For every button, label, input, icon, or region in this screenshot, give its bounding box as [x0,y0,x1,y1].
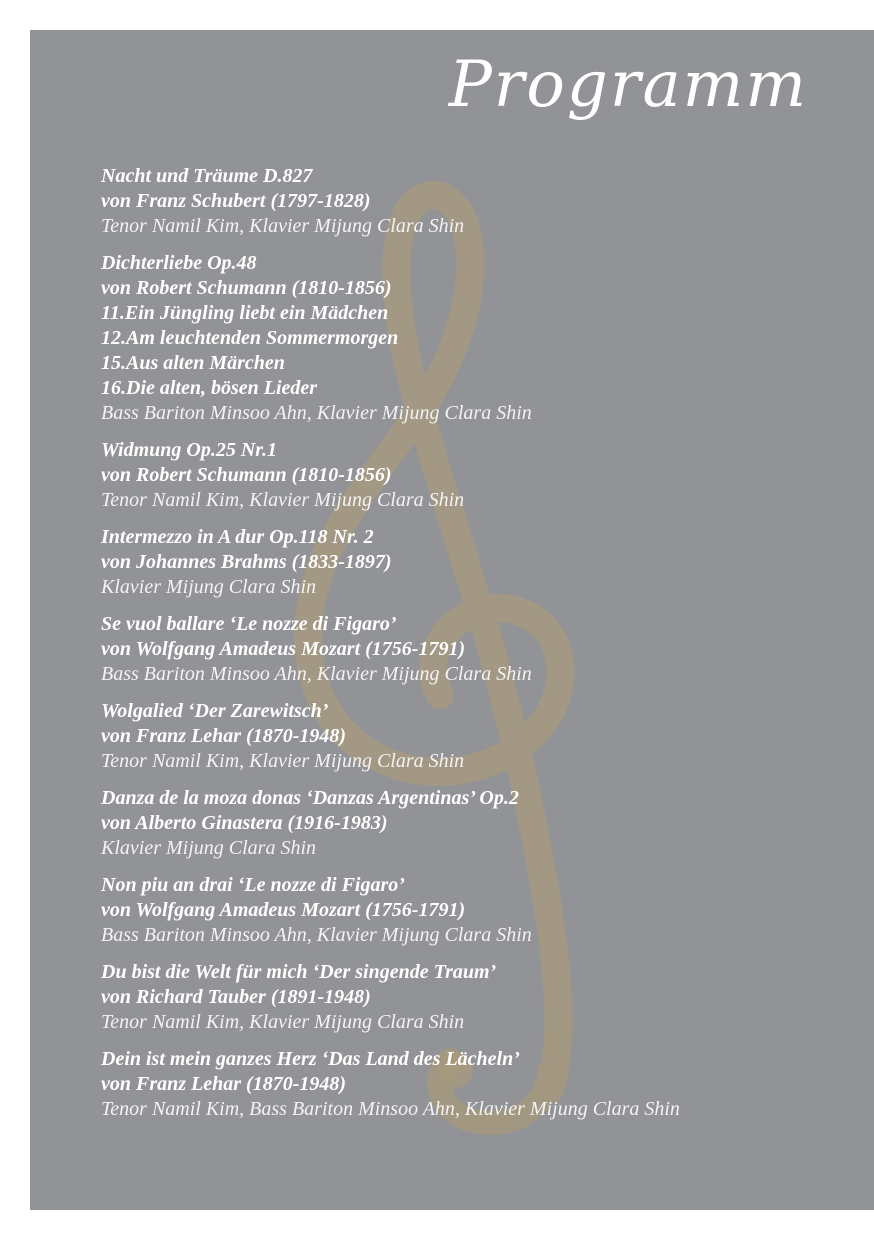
piece-performers: Klavier Mijung Clara Shin [101,837,316,859]
piece-performers: Tenor Namil Kim, Klavier Mijung Clara Shin [101,750,465,772]
song-item: 11.Ein Jüngling liebt ein Mädchen [101,302,389,324]
piece-composer: von Robert Schumann (1810-1856) [101,464,392,486]
program-entry [101,251,861,426]
program-page [30,30,874,1210]
piece-composer: von Wolfgang Amadeus Mozart (1756-1791) [101,638,466,660]
piece-performers: Tenor Namil Kim, Klavier Mijung Clara Shin [101,489,465,511]
piece-composer: von Franz Lehar (1870-1948) [101,725,347,747]
piece-composer: von Johannes Brahms (1833-1897) [101,551,392,573]
program-entry [101,1047,861,1122]
page-title: Programm [448,48,808,122]
program-list [101,164,861,1134]
piece-title: Non piu an drai ‘Le nozze di Figaro’ [101,874,405,896]
program-entry [101,960,861,1035]
program-entry [101,699,861,774]
song-item: 15.Aus alten Märchen [101,352,285,374]
program-entry [101,438,861,513]
program-entry [101,525,861,600]
piece-title: Danza de la moza donas ‘Danzas Argentinas’ Op.2 [101,787,519,809]
piece-composer: von Richard Tauber (1891-1948) [101,986,371,1008]
program-entry [101,786,861,861]
program-entry [101,612,861,687]
program-entry [101,164,861,239]
piece-performers: Bass Bariton Minsoo Ahn, Klavier Mijung Clara Shin [101,924,532,946]
piece-composer: von Wolfgang Amadeus Mozart (1756-1791) [101,899,466,921]
piece-title: Intermezzo in A dur Op.118 Nr. 2 [101,526,374,548]
piece-performers: Tenor Namil Kim, Bass Bariton Minsoo Ahn, Klavier Mijung Clara Shin [101,1098,680,1120]
piece-title: Du bist die Welt für mich ‘Der singende Traum’ [101,961,497,983]
program-entry [101,873,861,948]
piece-title: Dichterliebe Op.48 [101,252,257,274]
piece-title: Widmung Op.25 Nr.1 [101,439,277,461]
piece-composer: von Robert Schumann (1810-1856) [101,277,392,299]
piece-performers: Bass Bariton Minsoo Ahn, Klavier Mijung Clara Shin [101,663,532,685]
piece-composer: von Alberto Ginastera (1916-1983) [101,812,388,834]
piece-composer: von Franz Schubert (1797-1828) [101,190,371,212]
piece-performers: Tenor Namil Kim, Klavier Mijung Clara Shin [101,215,465,237]
piece-title: Dein ist mein ganzes Herz ‘Das Land des Lächeln’ [101,1048,520,1070]
piece-performers: Tenor Namil Kim, Klavier Mijung Clara Shin [101,1011,465,1033]
piece-composer: von Franz Lehar (1870-1948) [101,1073,347,1095]
piece-title: Nacht und Träume D.827 [101,165,313,187]
song-item: 16.Die alten, bösen Lieder [101,377,318,399]
song-item: 12.Am leuchtenden Sommermorgen [101,327,399,349]
piece-performers: Klavier Mijung Clara Shin [101,576,316,598]
piece-title: Se vuol ballare ‘Le nozze di Figaro’ [101,613,397,635]
piece-title: Wolgalied ‘Der Zarewitsch’ [101,700,329,722]
piece-performers: Bass Bariton Minsoo Ahn, Klavier Mijung Clara Shin [101,402,532,424]
